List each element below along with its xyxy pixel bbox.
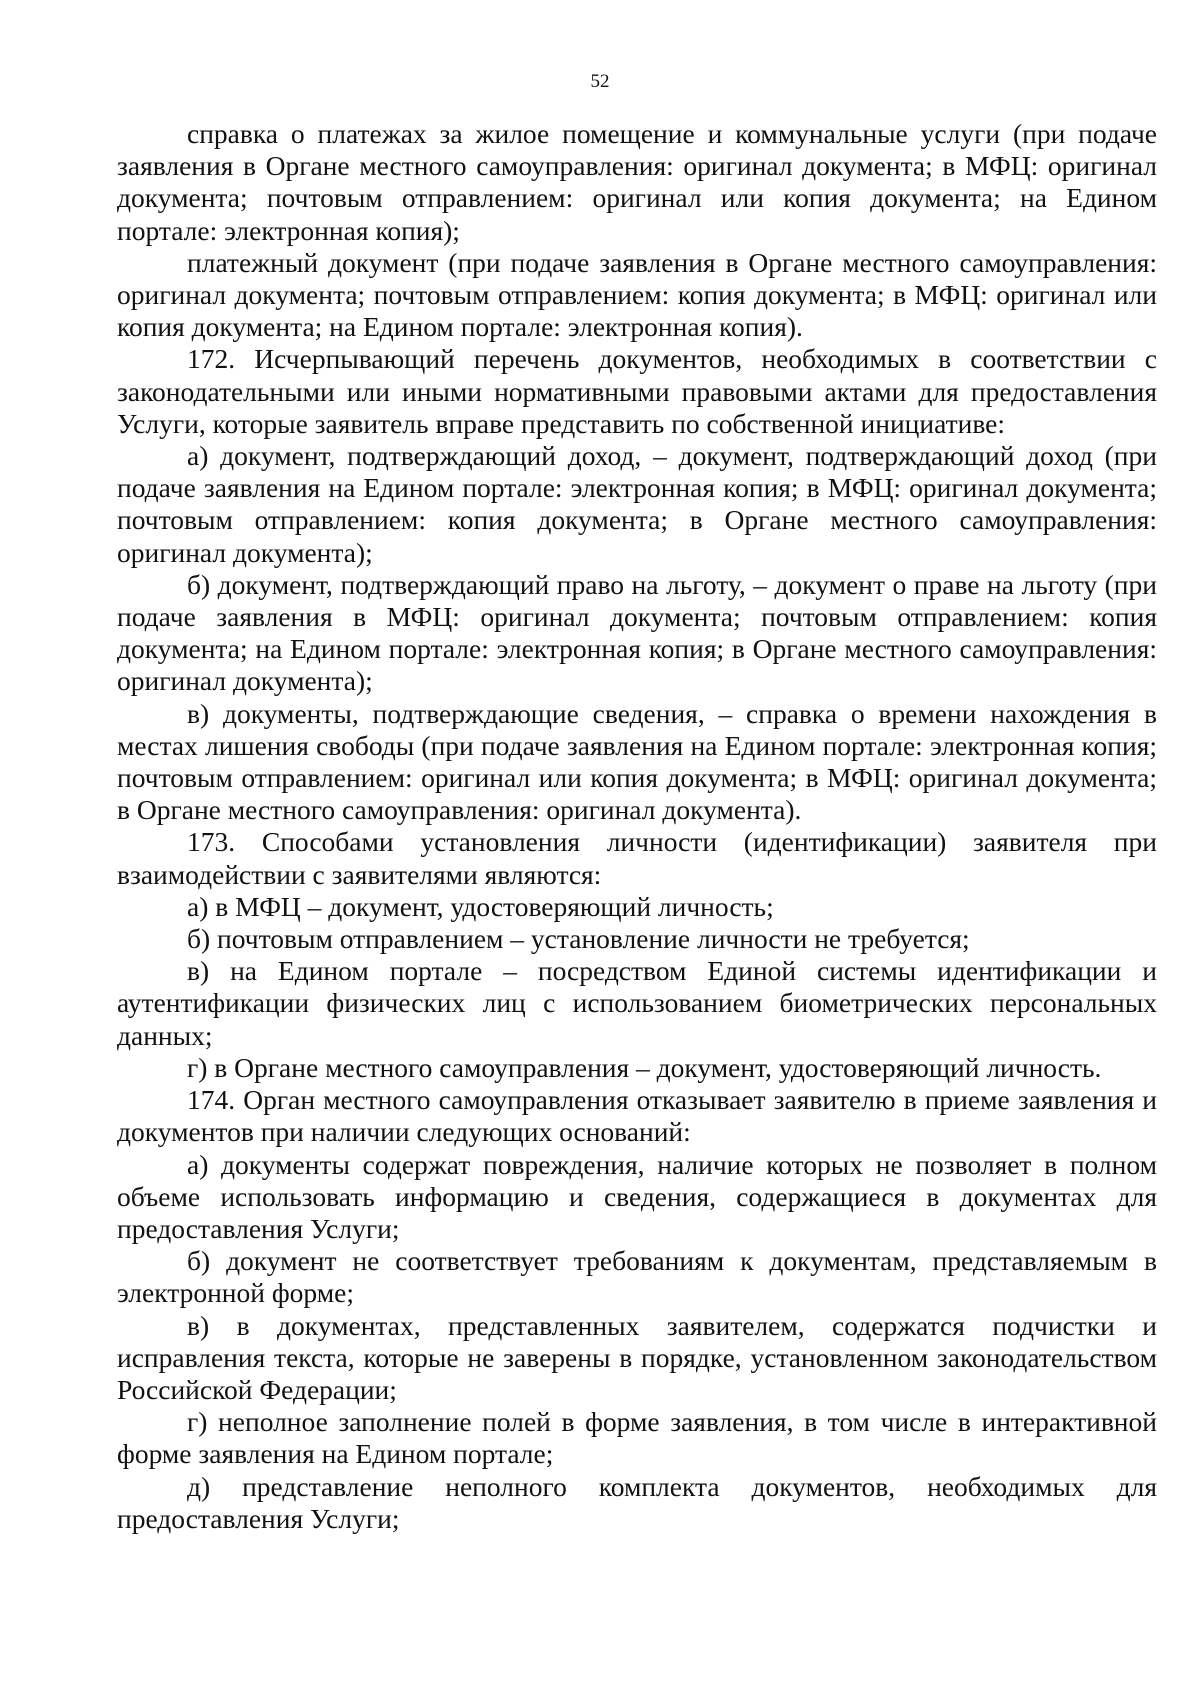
paragraph-174-b-electronic-form: б) документ не соответствует требованиям к документам, представляемым в электронной форме; bbox=[117, 1245, 1157, 1309]
paragraph-174-g-incomplete-fields: г) неполное заполнение полей в форме заявления, в том числе в интерактивной форме заявления на Едином портале; bbox=[117, 1406, 1157, 1470]
paragraph-174-a-damaged-documents: а) документы содержат повреждения, наличие которых не позволяет в полном объеме использовать информацию и сведения, содержащиеся в документах для предоставления Услуги; bbox=[117, 1148, 1157, 1244]
paragraph-174-v-corrections: в) в документах, представленных заявителем, содержатся подчистки и исправления текста, которые не заверены в порядке, установленном законодательством Российской Федерации; bbox=[117, 1309, 1157, 1405]
page-number: 52 bbox=[590, 71, 610, 92]
paragraph-housing-payment-certificate: справка о платежах за жилое помещение и коммунальные услуги (при подаче заявления в Органе местного самоуправления: оригинал документа; в МФЦ: оригинал документа; почтовым отправлением: оригинал или копия документа; на Едином портале: электронная копия); bbox=[117, 118, 1157, 246]
paragraph-173-b-postal: б) почтовым отправлением – установление личности не требуется; bbox=[187, 923, 970, 955]
document-body bbox=[117, 118, 1157, 1535]
paragraph-173-a-mfc: а) в МФЦ – документ, удостоверяющий личность; bbox=[187, 890, 774, 922]
paragraph-174-d-incomplete-set: д) представление неполного комплекта документов, необходимых для предоставления Услуги; bbox=[117, 1470, 1157, 1534]
paragraph-payment-document: платежный документ (при подаче заявления в Органе местного самоуправления: оригинал документа; почтовым отправлением: копия документа; в МФЦ: оригинал или копия документа; на Едином портале: электронная копия). bbox=[117, 246, 1157, 343]
paragraph-173-identification-methods: 173. Способами установления личности (идентификации) заявителя при взаимодействии с заявителями являются: bbox=[117, 826, 1157, 890]
paragraph-172-b-benefit-document: б) документ, подтверждающий право на льготу, – документ о праве на льготу (при подаче заявления в МФЦ: оригинал документа; почтовым отправлением: копия документа; на Едином портале: электронная копия; в Органе местного самоуправления: оригинал документа); bbox=[117, 568, 1157, 697]
paragraph-172-documents-list: 172. Исчерпывающий перечень документов, необходимых в соответствии с законодательными или иными нормативными правовыми актами для предоставления Услуги, которые заявитель вправе представить по собственной инициативе: bbox=[117, 343, 1157, 439]
paragraph-172-v-confirming-documents: в) документы, подтверждающие сведения, – справка о времени нахождения в местах лишения свободы (при подаче заявления на Едином портале: электронная копия; почтовым отправлением: оригинал или копия документа; в МФЦ: оригинал документа; в Органе местного самоуправления: оригинал документа). bbox=[117, 697, 1157, 826]
paragraph-173-g-local-authority: г) в Органе местного самоуправления – документ, удостоверяющий личность. bbox=[187, 1051, 1102, 1083]
paragraph-174-refusal-grounds: 174. Орган местного самоуправления отказывает заявителю в приеме заявления и документов при наличии следующих оснований: bbox=[117, 1084, 1157, 1148]
paragraph-173-v-unified-portal: в) на Едином портале – посредством Единой системы идентификации и аутентификации физических лиц с использованием биометрических персональных данных; bbox=[117, 955, 1157, 1051]
paragraph-172-a-income-document: а) документ, подтверждающий доход, – документ, подтверждающий доход (при подаче заявления на Едином портале: электронная копия; в МФЦ: оригинал документа; почтовым отправлением: копия документа; в Органе местного самоуправления: оригинал документа); bbox=[117, 440, 1157, 568]
